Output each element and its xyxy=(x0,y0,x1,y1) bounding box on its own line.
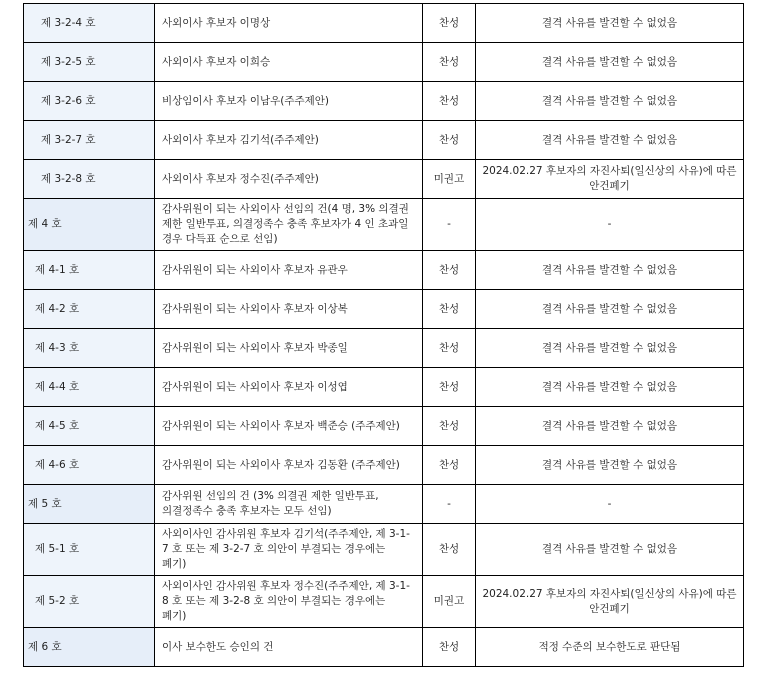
agenda-item: 감사위원이 되는 사외이사 선임의 건(4 명, 3% 의결권 제한 일반투표, 의결정족수 충족 후보자가 4 인 초과일 경우 다득표 순으로 선임) xyxy=(155,199,423,251)
agenda-item: 감사위원이 되는 사외이사 후보자 이성엽 xyxy=(155,368,423,407)
vote-reason: 결격 사유를 발견할 수 없었음 xyxy=(476,446,744,485)
agenda-item: 감사위원이 되는 사외이사 후보자 김동환 (주주제안) xyxy=(155,446,423,485)
vote-reason: - xyxy=(476,485,744,524)
table-row xyxy=(24,576,744,628)
agenda-number: 제 6 호 xyxy=(24,628,155,667)
table-row xyxy=(24,82,744,121)
agenda-number: 제 4-6 호 xyxy=(24,446,155,485)
agenda-number: 제 5-1 호 xyxy=(24,524,155,576)
vote-reason: 결격 사유를 발견할 수 없었음 xyxy=(476,121,744,160)
vote-result: 찬성 xyxy=(423,407,476,446)
agenda-table-body xyxy=(24,4,744,667)
agenda-number: 제 4-2 호 xyxy=(24,290,155,329)
agenda-item: 감사위원이 되는 사외이사 후보자 유관우 xyxy=(155,251,423,290)
agenda-number: 제 4-3 호 xyxy=(24,329,155,368)
vote-reason: 결격 사유를 발견할 수 없었음 xyxy=(476,368,744,407)
vote-reason: 결격 사유를 발견할 수 없었음 xyxy=(476,82,744,121)
table-row xyxy=(24,329,744,368)
vote-reason: 결격 사유를 발견할 수 없었음 xyxy=(476,524,744,576)
agenda-number: 제 3-2-6 호 xyxy=(24,82,155,121)
vote-reason: 결격 사유를 발견할 수 없었음 xyxy=(476,407,744,446)
agenda-number: 제 4-5 호 xyxy=(24,407,155,446)
vote-reason: 결격 사유를 발견할 수 없었음 xyxy=(476,290,744,329)
agenda-number: 제 3-2-4 호 xyxy=(24,4,155,43)
vote-result: 찬성 xyxy=(423,329,476,368)
agenda-number: 제 3-2-7 호 xyxy=(24,121,155,160)
vote-result: 찬성 xyxy=(423,4,476,43)
vote-result: 찬성 xyxy=(423,82,476,121)
agenda-table xyxy=(23,3,744,667)
table-row xyxy=(24,446,744,485)
agenda-number: 제 4-4 호 xyxy=(24,368,155,407)
agenda-item: 비상임이사 후보자 이남우(주주제안) xyxy=(155,82,423,121)
table-row xyxy=(24,160,744,199)
vote-reason: 적정 수준의 보수한도로 판단됨 xyxy=(476,628,744,667)
agenda-item: 사외이사 후보자 이희승 xyxy=(155,43,423,82)
agenda-item: 감사위원 선임의 건 (3% 의결권 제한 일반투표, 의결정족수 충족 후보자는 모두 선임) xyxy=(155,485,423,524)
vote-reason: 결격 사유를 발견할 수 없었음 xyxy=(476,251,744,290)
agenda-item: 사외이사인 감사위원 후보자 김기석(주주제안, 제 3-1-7 호 또는 제 3-2-7 호 의안이 부결되는 경우에는 폐기) xyxy=(155,524,423,576)
table-row xyxy=(24,4,744,43)
agenda-item: 사외이사 후보자 김기석(주주제안) xyxy=(155,121,423,160)
vote-reason: 결격 사유를 발견할 수 없었음 xyxy=(476,329,744,368)
table-row xyxy=(24,121,744,160)
agenda-item: 사외이사 후보자 이명상 xyxy=(155,4,423,43)
agenda-item: 감사위원이 되는 사외이사 후보자 박종일 xyxy=(155,329,423,368)
agenda-number: 제 5-2 호 xyxy=(24,576,155,628)
agenda-number: 제 4 호 xyxy=(24,199,155,251)
vote-reason: 2024.02.27 후보자의 자진사퇴(일신상의 사유)에 따른 안건폐기 xyxy=(476,160,744,199)
agenda-number: 제 3-2-8 호 xyxy=(24,160,155,199)
table-row xyxy=(24,407,744,446)
agenda-item: 사외이사인 감사위원 후보자 정수진(주주제안, 제 3-1-8 호 또는 제 3-2-8 호 의안이 부결되는 경우에는 폐기) xyxy=(155,576,423,628)
agenda-item: 사외이사 후보자 정수진(주주제안) xyxy=(155,160,423,199)
vote-result: 찬성 xyxy=(423,446,476,485)
agenda-number: 제 5 호 xyxy=(24,485,155,524)
vote-reason: - xyxy=(476,199,744,251)
vote-result: 미권고 xyxy=(423,576,476,628)
table-row xyxy=(24,485,744,524)
vote-result: - xyxy=(423,199,476,251)
vote-result: 찬성 xyxy=(423,251,476,290)
vote-reason: 결격 사유를 발견할 수 없었음 xyxy=(476,43,744,82)
vote-reason: 2024.02.27 후보자의 자진사퇴(일신상의 사유)에 따른 안건폐기 xyxy=(476,576,744,628)
agenda-item: 감사위원이 되는 사외이사 후보자 백준승 (주주제안) xyxy=(155,407,423,446)
table-row xyxy=(24,251,744,290)
table-row xyxy=(24,199,744,251)
agenda-number: 제 3-2-5 호 xyxy=(24,43,155,82)
vote-result: 찬성 xyxy=(423,628,476,667)
table-row xyxy=(24,368,744,407)
table-row xyxy=(24,628,744,667)
vote-result: 찬성 xyxy=(423,43,476,82)
table-row xyxy=(24,290,744,329)
vote-result: - xyxy=(423,485,476,524)
table-row xyxy=(24,43,744,82)
vote-result: 찬성 xyxy=(423,121,476,160)
agenda-item: 이사 보수한도 승인의 건 xyxy=(155,628,423,667)
agenda-number: 제 4-1 호 xyxy=(24,251,155,290)
table-row xyxy=(24,524,744,576)
agenda-item: 감사위원이 되는 사외이사 후보자 이상복 xyxy=(155,290,423,329)
vote-result: 찬성 xyxy=(423,524,476,576)
vote-result: 미권고 xyxy=(423,160,476,199)
vote-result: 찬성 xyxy=(423,290,476,329)
vote-result: 찬성 xyxy=(423,368,476,407)
vote-reason: 결격 사유를 발견할 수 없었음 xyxy=(476,4,744,43)
